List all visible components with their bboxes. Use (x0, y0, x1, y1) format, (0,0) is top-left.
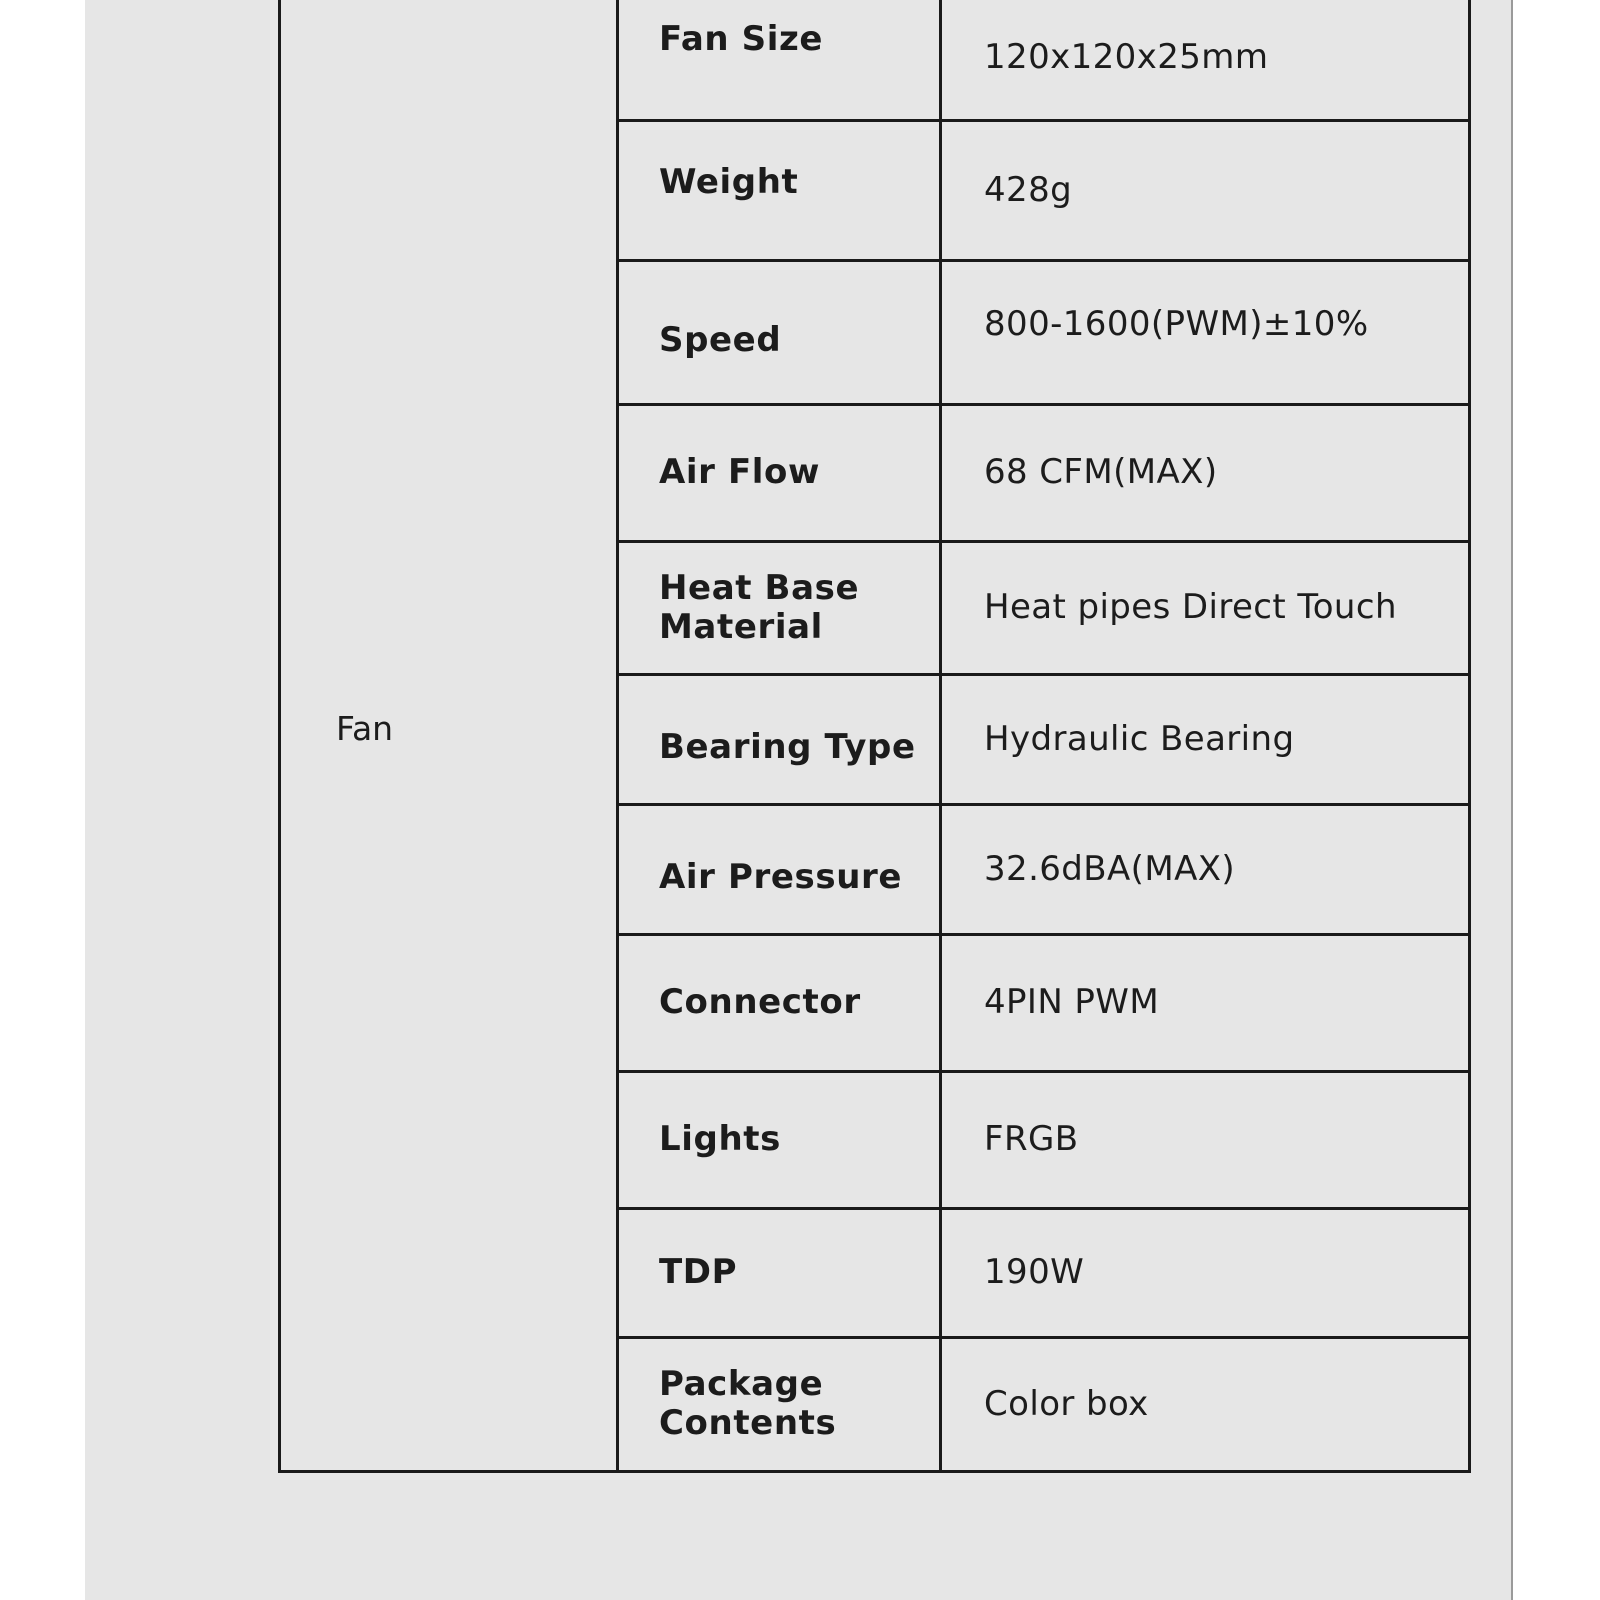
spec-value-text: Color box (984, 1383, 1149, 1424)
spec-label-text: Fan Size (659, 18, 824, 59)
spec-value (941, 1337, 1470, 1471)
spec-label (618, 1071, 941, 1208)
spec-label-text: Connector (659, 982, 861, 1022)
spec-value (941, 260, 1470, 404)
spec-value-text: Hydraulic Bearing (984, 718, 1295, 759)
spec-value-text: 4PIN PWM (984, 982, 1160, 1022)
spec-label-text: Speed (659, 319, 782, 360)
spec-label-text: Weight (659, 161, 799, 202)
spec-value (941, 1071, 1470, 1208)
spec-value-text: Heat pipes Direct Touch (984, 587, 1397, 627)
spec-label (618, 541, 941, 674)
spec-label-text: Air Pressure (659, 856, 903, 897)
spec-label (618, 1208, 941, 1337)
spec-value (941, 1208, 1470, 1337)
spec-value (941, 120, 1470, 260)
spec-label (618, 1337, 941, 1471)
spec-value-text: 800-1600(PWM)±10% (984, 303, 1369, 344)
spec-label (618, 404, 941, 541)
spec-label-text: Air Flow (659, 452, 821, 492)
spec-label (618, 260, 941, 404)
spec-label (618, 0, 941, 120)
spec-value (941, 0, 1470, 120)
spec-value (941, 541, 1470, 674)
spec-label-text: TDP (659, 1252, 738, 1292)
spec-value (941, 804, 1470, 934)
spec-value-text: 428g (984, 169, 1073, 210)
spec-sheet-background (85, 0, 1513, 1600)
spec-label (618, 120, 941, 260)
spec-value (941, 404, 1470, 541)
group-label-fan: Fan (280, 0, 618, 1471)
spec-value-text: FRGB (984, 1119, 1079, 1159)
spec-value (941, 934, 1470, 1071)
spec-value (941, 674, 1470, 804)
fan-spec-table (278, 0, 1471, 1473)
spec-label (618, 804, 941, 934)
spec-label-text: Heat Base Material (659, 567, 860, 647)
spec-value-text: 32.6dBA(MAX) (984, 848, 1236, 889)
spec-label (618, 674, 941, 804)
spec-label-text: Package Contents (659, 1364, 837, 1443)
spec-label-text: Lights (659, 1119, 781, 1159)
spec-value-text: 120x120x25mm (984, 36, 1269, 77)
table-row (280, 0, 1470, 120)
spec-label-text: Bearing Type (659, 726, 916, 767)
spec-value-text: 68 CFM(MAX) (984, 452, 1218, 492)
spec-value-text: 190W (984, 1252, 1085, 1292)
spec-label (618, 934, 941, 1071)
